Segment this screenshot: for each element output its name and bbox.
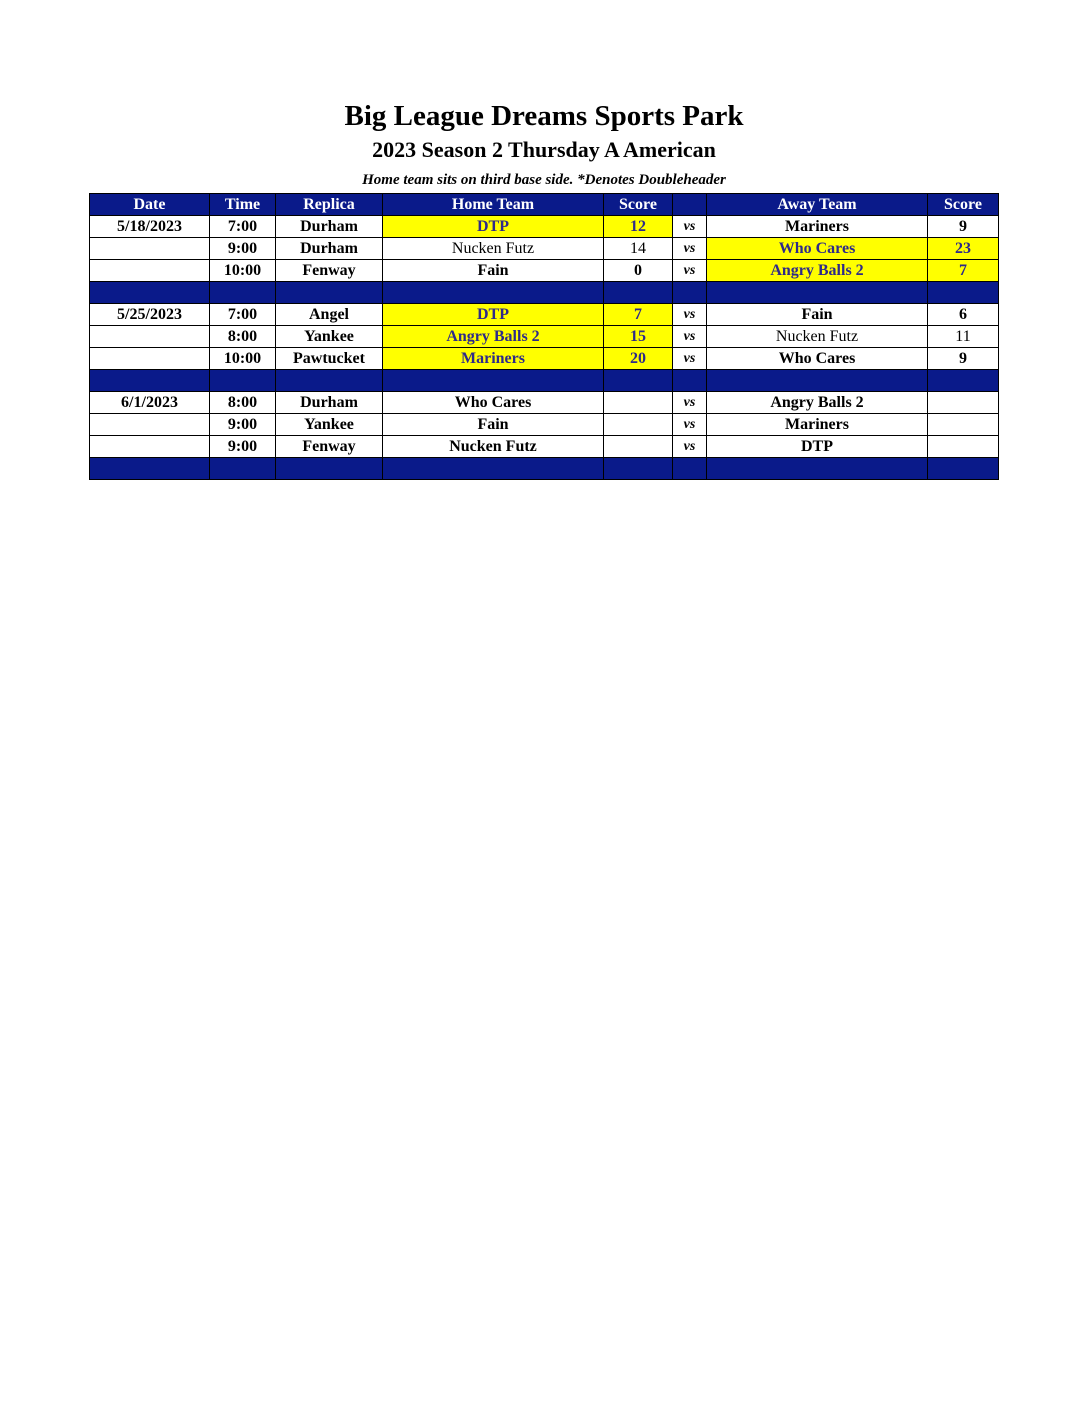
separator-cell	[928, 458, 999, 480]
date-cell	[90, 414, 210, 436]
separator-cell	[210, 370, 276, 392]
away-score-cell: 6	[928, 304, 999, 326]
home-team-cell: Angry Balls 2	[383, 326, 604, 348]
column-header-time: Time	[210, 194, 276, 216]
time-cell: 9:00	[210, 238, 276, 260]
separator-cell	[90, 458, 210, 480]
column-header-replica: Replica	[276, 194, 383, 216]
away-score-cell: 23	[928, 238, 999, 260]
separator-cell	[928, 282, 999, 304]
away-team-cell: Angry Balls 2	[707, 260, 928, 282]
home-score-cell	[604, 414, 673, 436]
home-team-cell: DTP	[383, 216, 604, 238]
away-team-cell: Angry Balls 2	[707, 392, 928, 414]
separator-cell	[707, 370, 928, 392]
home-team-cell: DTP	[383, 304, 604, 326]
vs-cell: vs	[673, 392, 707, 414]
separator-cell	[673, 458, 707, 480]
separator-cell	[210, 282, 276, 304]
time-cell: 9:00	[210, 414, 276, 436]
date-cell: 5/25/2023	[90, 304, 210, 326]
replica-cell: Durham	[276, 392, 383, 414]
separator-cell	[604, 370, 673, 392]
separator-cell	[604, 282, 673, 304]
table-row	[90, 414, 999, 436]
group-separator-row	[90, 282, 999, 304]
date-cell	[90, 348, 210, 370]
time-cell: 8:00	[210, 326, 276, 348]
table-row	[90, 348, 999, 370]
separator-cell	[276, 458, 383, 480]
separator-cell	[673, 282, 707, 304]
away-team-cell: Fain	[707, 304, 928, 326]
home-score-cell: 15	[604, 326, 673, 348]
home-team-cell: Nucken Futz	[383, 238, 604, 260]
vs-cell: vs	[673, 436, 707, 458]
time-cell: 8:00	[210, 392, 276, 414]
separator-cell	[928, 370, 999, 392]
date-cell	[90, 238, 210, 260]
separator-cell	[90, 282, 210, 304]
separator-cell	[383, 282, 604, 304]
home-score-cell: 12	[604, 216, 673, 238]
vs-cell: vs	[673, 260, 707, 282]
home-team-cell: Who Cares	[383, 392, 604, 414]
time-cell: 10:00	[210, 348, 276, 370]
home-team-cell: Mariners	[383, 348, 604, 370]
away-team-cell: Nucken Futz	[707, 326, 928, 348]
column-header-home-score: Score	[604, 194, 673, 216]
vs-cell: vs	[673, 414, 707, 436]
away-team-cell: Who Cares	[707, 238, 928, 260]
schedule-table	[89, 193, 999, 480]
vs-cell: vs	[673, 216, 707, 238]
separator-cell	[90, 370, 210, 392]
separator-cell	[673, 370, 707, 392]
replica-cell: Durham	[276, 216, 383, 238]
table-header-row	[90, 194, 999, 216]
away-score-cell: 11	[928, 326, 999, 348]
separator-cell	[707, 282, 928, 304]
away-team-cell: DTP	[707, 436, 928, 458]
time-cell: 7:00	[210, 216, 276, 238]
table-row	[90, 326, 999, 348]
away-score-cell	[928, 436, 999, 458]
separator-cell	[604, 458, 673, 480]
away-team-cell: Mariners	[707, 414, 928, 436]
away-score-cell: 9	[928, 216, 999, 238]
home-score-cell: 7	[604, 304, 673, 326]
replica-cell: Durham	[276, 238, 383, 260]
away-team-cell: Mariners	[707, 216, 928, 238]
date-cell: 6/1/2023	[90, 392, 210, 414]
away-score-cell	[928, 414, 999, 436]
separator-cell	[383, 370, 604, 392]
page-title: Big League Dreams Sports Park	[344, 100, 744, 132]
table-row	[90, 238, 999, 260]
vs-cell: vs	[673, 238, 707, 260]
away-score-cell	[928, 392, 999, 414]
away-score-cell: 9	[928, 348, 999, 370]
column-header-away-score: Score	[928, 194, 999, 216]
table-row	[90, 216, 999, 238]
time-cell: 7:00	[210, 304, 276, 326]
home-score-cell	[604, 436, 673, 458]
table-row	[90, 260, 999, 282]
column-header-away-team: Away Team	[707, 194, 928, 216]
column-header-vs	[673, 194, 707, 216]
home-score-cell: 0	[604, 260, 673, 282]
separator-cell	[383, 458, 604, 480]
table-row	[90, 436, 999, 458]
home-team-cell: Fain	[383, 260, 604, 282]
date-cell	[90, 436, 210, 458]
group-separator-row	[90, 458, 999, 480]
vs-cell: vs	[673, 326, 707, 348]
table-row	[90, 392, 999, 414]
schedule-note: Home team sits on third base side. *Denotes Doubleheader	[362, 172, 726, 188]
schedule-body	[90, 216, 999, 480]
replica-cell: Fenway	[276, 436, 383, 458]
time-cell: 10:00	[210, 260, 276, 282]
vs-cell: vs	[673, 348, 707, 370]
separator-cell	[276, 370, 383, 392]
vs-cell: vs	[673, 304, 707, 326]
time-cell: 9:00	[210, 436, 276, 458]
home-score-cell: 20	[604, 348, 673, 370]
replica-cell: Yankee	[276, 326, 383, 348]
column-header-home-team: Home Team	[383, 194, 604, 216]
separator-cell	[707, 458, 928, 480]
date-cell	[90, 326, 210, 348]
replica-cell: Fenway	[276, 260, 383, 282]
separator-cell	[276, 282, 383, 304]
home-score-cell: 14	[604, 238, 673, 260]
date-cell	[90, 260, 210, 282]
separator-cell	[210, 458, 276, 480]
group-separator-row	[90, 370, 999, 392]
replica-cell: Angel	[276, 304, 383, 326]
home-score-cell	[604, 392, 673, 414]
replica-cell: Yankee	[276, 414, 383, 436]
date-cell: 5/18/2023	[90, 216, 210, 238]
page-subtitle: 2023 Season 2 Thursday A American	[372, 137, 716, 162]
away-score-cell: 7	[928, 260, 999, 282]
table-row	[90, 304, 999, 326]
column-header-date: Date	[90, 194, 210, 216]
home-team-cell: Fain	[383, 414, 604, 436]
away-team-cell: Who Cares	[707, 348, 928, 370]
home-team-cell: Nucken Futz	[383, 436, 604, 458]
replica-cell: Pawtucket	[276, 348, 383, 370]
